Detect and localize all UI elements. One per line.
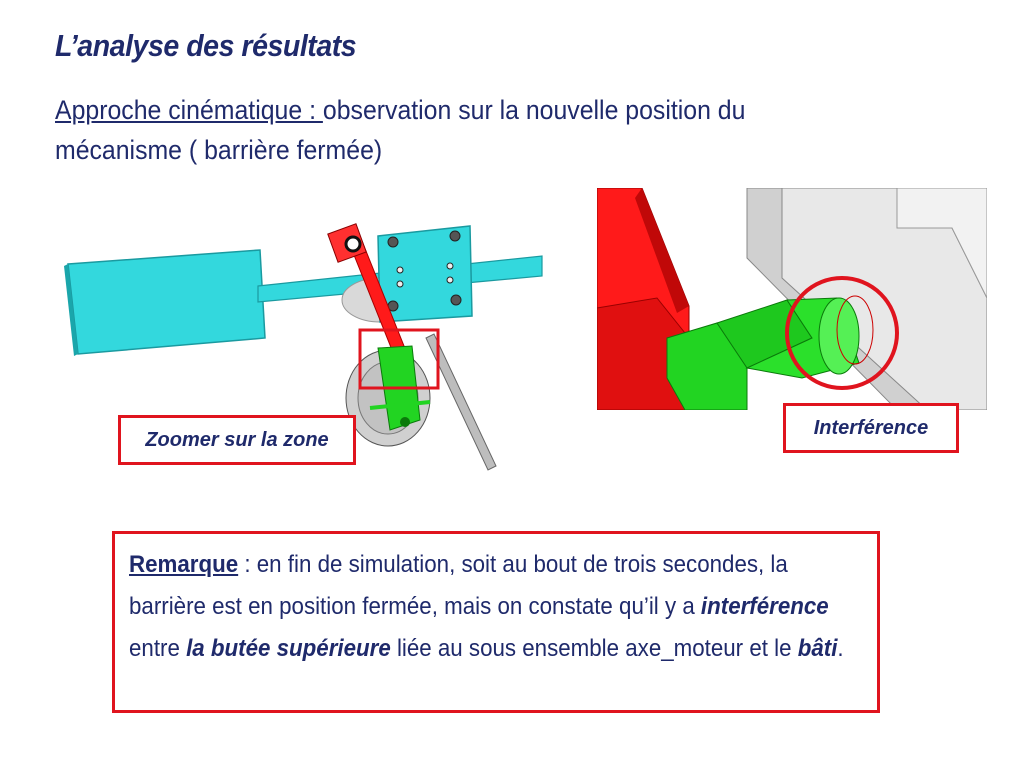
barrier-block [68, 250, 265, 354]
remark-box [112, 531, 880, 713]
page-title: L’analyse des résultats [55, 28, 357, 63]
page-subtitle [55, 90, 846, 170]
interference-zoom-figure [597, 188, 987, 410]
remark-label: Remarque [129, 551, 239, 578]
remark-keyword-interference: interférence [700, 593, 829, 620]
remark-keyword-bati: bâti [797, 635, 838, 662]
zoom-caption: Zoomer sur la zone [118, 415, 356, 465]
remark-text-2: entre [129, 635, 187, 662]
remark-text-3: liée au sous ensemble axe_moteur et le [390, 635, 798, 662]
remark-text-1: : en fin de simulation, soit au bout de trois secondes, la barrière est en position fermée, mais on constate qu’il y a [129, 551, 788, 620]
subtitle-lead: Approche cinématique : [55, 95, 323, 125]
remark-text-4: . [837, 635, 844, 662]
subtitle-rest: observation sur la nouvelle position du mécanisme ( barrière fermée) [55, 95, 746, 165]
interference-caption: Interférence [783, 403, 959, 453]
remark-keyword-butee: la butée supérieure [186, 635, 391, 662]
